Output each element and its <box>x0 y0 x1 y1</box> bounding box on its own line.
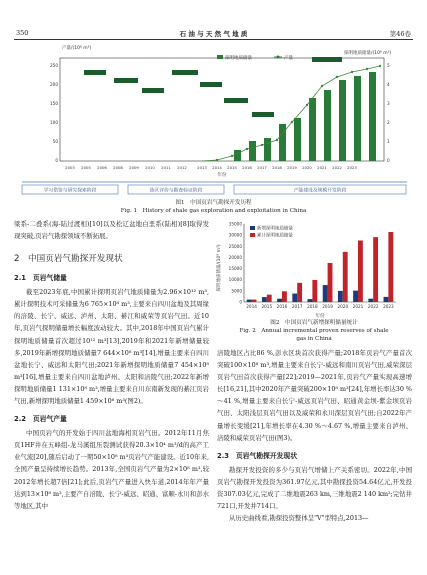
fig2-bar-cumulative <box>388 232 393 302</box>
svg-text:3: 3 <box>387 101 390 106</box>
fig1-phase-3: 产能建设及规模开发阶段 <box>293 188 347 194</box>
fig2-bar-cumulative <box>358 240 363 302</box>
fig2-bar-new <box>323 285 328 302</box>
right-para-3: 从历史曲线看,勘探投资整体呈"V"型特点,2013— <box>229 514 369 523</box>
fig2-bar-new <box>353 291 358 302</box>
fig2-y-tick: 35000 <box>228 221 242 227</box>
right-para-2: 勘探开发投资的多少与页岩气增储上产关系密切。2022年,中国页岩气勘探开发投资为361.97亿元,其中勘探投资54.64亿元,开发投资307.03亿元,完成了二维地震263 km,三维地震2 140 km²;完钻井721口,开发井714口。 <box>217 465 412 511</box>
fig2-legend-swatch-new <box>250 226 255 230</box>
svg-text:200: 200 <box>50 82 58 87</box>
fig2-bar-cumulative <box>252 300 257 302</box>
svg-text:2: 2 <box>387 120 390 125</box>
left-para-1: 截至2023年底,中国累计探明页岩气地质储量为2.96×10¹² m³,累计探明技术可采储量为6 765×10⁸ m³,主要来自四川盆地及其周缘的涪陵、长宁、威远、泸州、太阳、綦江和威荣等页岩气田。近10年,页岩气探明储量增长幅度波动较大。其中,2018年中国页岩气累计探明地质储量首次超过10¹² m³[13],2019年和2021年新增储量较多,2019年新增探明地质储量7 644×10⁸ m³[14],增量主要来自四川盆地长宁、威远和太阳气田;2021年新增探明地质储量7 454×10⁸ m³[16],增量主要来自四川盆地泸州、太阳和涪陵气田;2022年新增探明地质储量1 131×10⁸ m³,增量主要来自川东南新发现的綦江页岩气田,新增探明地质储量1 459×10⁸ m³(图2)。 <box>14 288 209 406</box>
svg-text:2015: 2015 <box>227 165 237 170</box>
fig2-legend-swatch-cum <box>250 233 255 237</box>
fig2-bar-cumulative <box>267 295 272 302</box>
page-number: 350 <box>16 29 29 37</box>
svg-text:2020: 2020 <box>302 165 312 170</box>
fig2-bar-cumulative <box>343 252 348 302</box>
fig2-bar-new <box>292 294 297 302</box>
svg-text:2010: 2010 <box>145 165 155 170</box>
fig2-x-label: 年份 <box>315 314 325 319</box>
fig2-legend <box>250 225 293 239</box>
svg-text:2009: 2009 <box>129 165 139 170</box>
fig2-bar-cumulative <box>312 280 317 302</box>
svg-text:2021: 2021 <box>317 165 327 170</box>
fig1-legend <box>217 54 293 61</box>
left-column <box>14 218 209 560</box>
fig2-legend-cum: 累计探明地质储量 <box>257 233 293 239</box>
subsection-2-1: 2.1 页岩气储量 <box>14 274 67 283</box>
fig2-bar-cumulative <box>297 283 302 302</box>
left-para-top: 梁系-二叠系(海-陆过渡相)[10]以及松辽盆地白垩系(陆相)[8]取得发现突破,页岩气勘探领域不断拓展。 <box>14 220 209 241</box>
subsection-2-2: 2.2 页岩气产量 <box>14 415 67 424</box>
header-rule <box>14 39 413 40</box>
svg-text:2019: 2019 <box>287 165 297 170</box>
svg-text:2017: 2017 <box>257 165 267 170</box>
svg-text:2003: 2003 <box>65 165 75 170</box>
svg-text:2018: 2018 <box>272 165 282 170</box>
fig2-x-tick: 2021 <box>352 304 364 309</box>
fig2-legend-new: 新增探明地质储量 <box>257 226 293 232</box>
fig1-legend-production: 产量 <box>284 56 293 61</box>
fig1-phase-boxes <box>22 185 406 194</box>
svg-text:50: 50 <box>52 139 58 144</box>
fig2-x-tick: 2019 <box>322 304 333 309</box>
fig2-y-tick: 15000 <box>228 266 242 272</box>
svg-text:2005: 2005 <box>81 165 91 170</box>
volume-label: 第46卷 <box>389 30 411 38</box>
fig1-y1-ticks <box>50 63 58 163</box>
subsection-2-3: 2.3 页岩气勘探开发现状 <box>217 451 298 460</box>
svg-text:4: 4 <box>387 82 390 87</box>
svg-text:2016: 2016 <box>242 165 252 170</box>
left-para-2: 中国页岩气的开发始于四川盆地海相页岩气田。2012年11月焦页1HF井在五峰组-龙马溪组压裂测试获得20.3×10⁴ m³/d的高产工业气流[20],随后启动了一期50×10⁸ m³页岩气产能建设。近10年来,全国产量呈持续增长趋势。2013年,全国页岩气产量为2×10⁸ m³,较2012年增长超7倍[21];此后,页岩气产量进入快车道,2014年年产量达到13×10⁸ m³,主要产自涪陵、长宁-威远、昭通、富顺-永川和彭水等地区,其中 <box>14 429 209 510</box>
fig2-bar-new <box>262 297 267 302</box>
svg-text:2011: 2011 <box>161 165 171 170</box>
fig1-production-line <box>202 66 380 161</box>
fig2-x-tick: 2014 <box>246 304 257 309</box>
fig2-bar-new <box>247 300 252 302</box>
fig1-y2-ticks <box>387 63 390 163</box>
svg-text:0: 0 <box>387 158 390 163</box>
fig2-x-tick: 2023 <box>383 304 394 309</box>
fig2-x-tick: 2022 <box>367 304 379 309</box>
fig2-y-ticks <box>229 222 243 305</box>
fig2-bar-new <box>368 299 373 302</box>
section-heading-2: 2 中国页岩气勘探开发现状 <box>14 254 123 265</box>
right-column <box>217 347 412 562</box>
svg-text:250: 250 <box>50 63 58 68</box>
fig2-bar-cumulative <box>282 291 287 302</box>
svg-text:100: 100 <box>50 120 58 125</box>
svg-text:2022: 2022 <box>332 165 342 170</box>
fig2-x-tick: 2016 <box>276 304 288 309</box>
fig2-bar-cumulative <box>328 263 333 302</box>
svg-text:0: 0 <box>55 158 58 163</box>
svg-text:2023: 2023 <box>347 165 357 170</box>
fig1-y1-label: 产量/(10⁸ m³) <box>62 46 92 51</box>
fig2-bar-new <box>308 299 313 302</box>
fig2-x-tick: 2020 <box>337 304 349 309</box>
fig2-y-tick: 10000 <box>228 277 242 283</box>
fig2-x-tick: 2018 <box>307 304 318 309</box>
fig1-notes <box>84 57 342 117</box>
fig2-caption-en-2: gas in China <box>296 336 332 342</box>
fig1-phase-1: 学习借鉴与研究探索阶段 <box>43 188 97 194</box>
fig2-x-tick: 2017 <box>291 304 303 309</box>
fig1-caption-cn: 图1 中国页岩气勘探开发历程 <box>175 200 252 206</box>
fig2-caption-cn: 图2 中国页岩气新增探明储量统计 <box>270 320 358 326</box>
svg-text:2012: 2012 <box>177 165 187 170</box>
svg-text:2006: 2006 <box>97 165 107 170</box>
fig2-bar-cumulative <box>373 237 378 302</box>
fig2-x-tick: 2015 <box>261 304 273 309</box>
figure-2-chart <box>214 218 414 320</box>
fig2-y-tick: 30000 <box>228 232 242 238</box>
svg-text:2008: 2008 <box>113 165 123 170</box>
journal-title: 石 油 与 天 然 气 地 质 <box>179 30 248 38</box>
svg-text:5: 5 <box>387 63 390 68</box>
fig2-bar-new <box>338 291 343 302</box>
fig1-caption-en: Fig. 1 History of shale gas exploration and exploitation in China <box>120 208 307 214</box>
svg-text:150: 150 <box>50 101 58 106</box>
fig2-y-tick: 20000 <box>228 254 242 260</box>
fig2-x-ticks <box>246 304 394 309</box>
fig2-y-tick: 25000 <box>228 243 242 249</box>
fig1-phase-2: 选区评价与勘查验证阶段 <box>149 188 203 194</box>
fig1-y2-label: 探明地质储量/(10⁸ m³) <box>344 51 392 56</box>
fig2-y-tick: 5000 <box>231 288 242 294</box>
fig1-x-axis <box>65 165 357 170</box>
fig2-caption-en-1: Fig. 2 Annual incremental proven reserves of shale <box>239 328 389 334</box>
figure-1 <box>12 42 415 200</box>
fig1-legend-proven: 探明地质储量 <box>225 56 252 61</box>
fig2-y-label: 探明地质储量/(10⁸ m³) <box>217 244 222 292</box>
svg-text:2013: 2013 <box>197 165 207 170</box>
fig2-bars <box>247 232 394 302</box>
fig2-y-tick: 0 <box>239 299 242 305</box>
svg-text:2014: 2014 <box>212 165 222 170</box>
svg-text:1: 1 <box>387 139 390 144</box>
fig2-bar-new <box>277 299 282 302</box>
right-para-1: 涪陵地区占比86 %,彭水区块首次获得产量;2018年页岩气产量首次突破100×10⁸ m³,增量主要来自长宁-威远和南川页岩气田,威荣深层页岩气田首次获得产量[22];2019—2021年,页岩气产量实现高速增长[16,21],其中2020年产量突破200×10⁸ m³[24],年增长率达30 %～41 %,增量主要来自长宁-威远页岩气田、昭通黄金坝-紫金坝页岩气田、太阳浅层页岩气田以及威荣和永川深层页岩气田;自2022年产量增长变缓[21],年增长率在4.30 %～4.67 %,增量主要来自泸州、涪陵和威荣页岩气田(图3)。 <box>217 349 412 442</box>
fig2-bar-new <box>384 297 389 302</box>
fig1-x-label: 年份 <box>217 173 227 178</box>
